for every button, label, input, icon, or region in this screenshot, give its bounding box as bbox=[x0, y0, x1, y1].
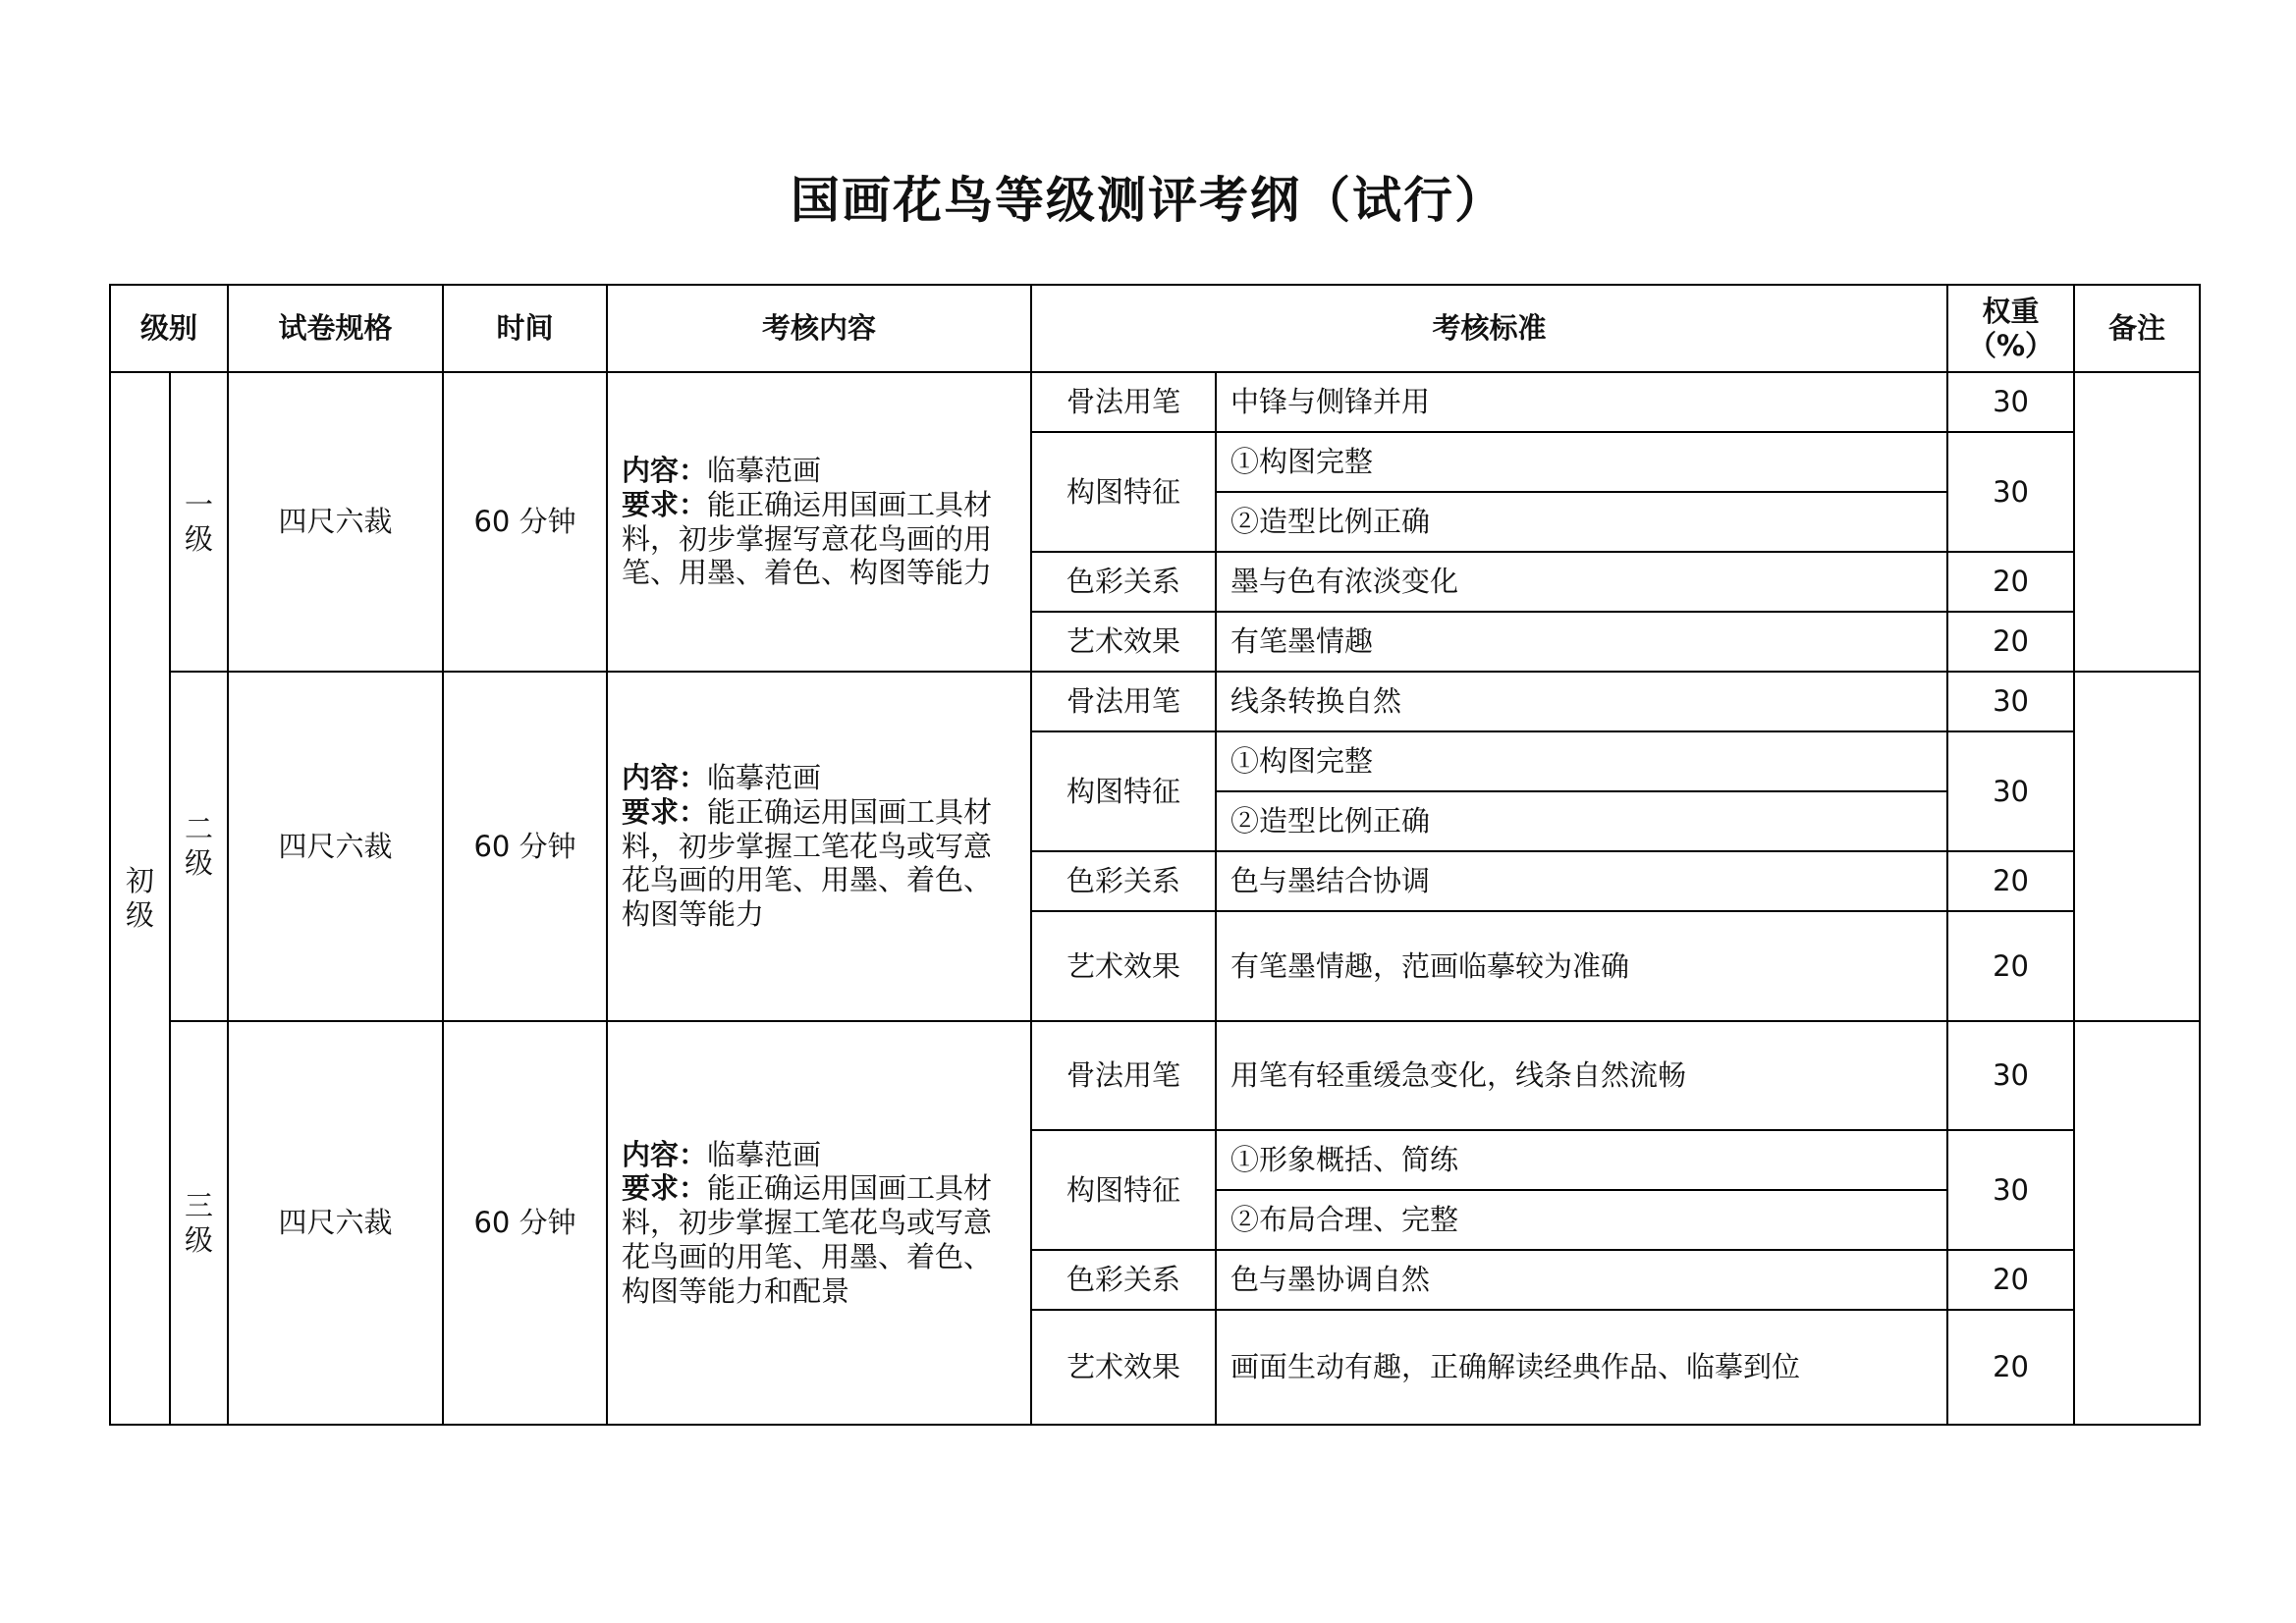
header-paper: 试卷规格 bbox=[228, 285, 443, 372]
content-label: 内容： bbox=[622, 761, 708, 794]
header-weight-line2: （%） bbox=[1968, 328, 2054, 362]
standard-text: ①构图完整 bbox=[1216, 432, 1947, 492]
level-3-time: 60 分钟 bbox=[443, 1021, 607, 1425]
criterion-color: 色彩关系 bbox=[1031, 1250, 1216, 1310]
requirement-text: 能正确运用国画工具材料，初步掌握工笔花鸟或写意花鸟画的用笔、用墨、着色、构图等能力 bbox=[622, 794, 993, 932]
standard-text: 有笔墨情趣 bbox=[1216, 612, 1947, 672]
weight-value: 20 bbox=[1947, 1250, 2074, 1310]
weight-value: 20 bbox=[1947, 612, 2074, 672]
standard-text: 中锋与侧锋并用 bbox=[1216, 372, 1947, 432]
criterion-brushwork: 骨法用笔 bbox=[1031, 372, 1216, 432]
header-level: 级别 bbox=[110, 285, 228, 372]
remarks-cell bbox=[2074, 1021, 2200, 1425]
requirement-text: 能正确运用国画工具材料，初步掌握写意花鸟画的用笔、用墨、着色、构图等能力 bbox=[622, 487, 993, 590]
weight-value: 20 bbox=[1947, 911, 2074, 1021]
level-1-time: 60 分钟 bbox=[443, 372, 607, 672]
level-2-time: 60 分钟 bbox=[443, 672, 607, 1021]
header-standard: 考核标准 bbox=[1031, 285, 1947, 372]
level-3-cell bbox=[170, 1021, 228, 1425]
criterion-composition: 构图特征 bbox=[1031, 1130, 1216, 1250]
header-weight bbox=[1947, 285, 2074, 372]
page-title: 国画花鸟等级测评考纲（试行） bbox=[791, 171, 1505, 229]
content-text: 临摹范画 bbox=[707, 761, 822, 794]
level-1-char2: 级 bbox=[185, 521, 214, 556]
weight-value: 20 bbox=[1947, 851, 2074, 911]
standard-text: 画面生动有趣，正确解读经典作品、临摹到位 bbox=[1216, 1310, 1947, 1425]
standard-text: ②造型比例正确 bbox=[1216, 791, 1947, 851]
standard-text: 色与墨结合协调 bbox=[1216, 851, 1947, 911]
standard-text: 用笔有轻重缓急变化，线条自然流畅 bbox=[1216, 1021, 1947, 1130]
weight-value: 30 bbox=[1947, 372, 2074, 432]
level-2-cell bbox=[170, 672, 228, 1021]
weight-value: 30 bbox=[1947, 672, 2074, 731]
weight-value: 30 bbox=[1947, 1130, 2074, 1250]
criterion-color: 色彩关系 bbox=[1031, 851, 1216, 911]
standard-text: ①构图完整 bbox=[1216, 731, 1947, 791]
table-row bbox=[110, 372, 2200, 432]
level-3-char1: 三 bbox=[185, 1188, 214, 1222]
remarks-cell bbox=[2074, 372, 2200, 672]
table-row bbox=[110, 672, 2200, 731]
criterion-effect: 艺术效果 bbox=[1031, 911, 1216, 1021]
remarks-cell bbox=[2074, 672, 2200, 1021]
level-3-paper: 四尺六裁 bbox=[228, 1021, 443, 1425]
header-row bbox=[110, 285, 2200, 372]
content-label: 内容： bbox=[622, 1137, 708, 1171]
header-weight-line1: 权重 bbox=[1982, 294, 2040, 328]
standard-text: 线条转换自然 bbox=[1216, 672, 1947, 731]
level-3-char2: 级 bbox=[185, 1222, 214, 1257]
requirement-text: 能正确运用国画工具材料，初步掌握工笔花鸟或写意花鸟画的用笔、用墨、着色、构图等能力和配景 bbox=[622, 1171, 993, 1308]
stage-cell bbox=[110, 372, 170, 1425]
standard-text: ②造型比例正确 bbox=[1216, 492, 1947, 552]
criterion-brushwork: 骨法用笔 bbox=[1031, 672, 1216, 731]
standard-text: ②布局合理、完整 bbox=[1216, 1190, 1947, 1250]
header-remarks: 备注 bbox=[2074, 285, 2200, 372]
criterion-composition: 构图特征 bbox=[1031, 731, 1216, 851]
level-1-content bbox=[607, 372, 1031, 672]
level-1-cell bbox=[170, 372, 228, 672]
stage-char2: 级 bbox=[125, 898, 154, 932]
standard-text: ①形象概括、简练 bbox=[1216, 1130, 1947, 1190]
weight-value: 20 bbox=[1947, 552, 2074, 612]
criterion-composition: 构图特征 bbox=[1031, 432, 1216, 552]
criterion-color: 色彩关系 bbox=[1031, 552, 1216, 612]
standard-text: 墨与色有浓淡变化 bbox=[1216, 552, 1947, 612]
standard-text: 有笔墨情趣，范画临摹较为准确 bbox=[1216, 911, 1947, 1021]
table-row bbox=[110, 1021, 2200, 1130]
requirement-label: 要求： bbox=[622, 794, 708, 829]
stage-char1: 初 bbox=[125, 864, 154, 898]
requirement-label: 要求： bbox=[622, 487, 708, 521]
weight-value: 30 bbox=[1947, 731, 2074, 851]
standard-text: 色与墨协调自然 bbox=[1216, 1250, 1947, 1310]
level-2-char2: 级 bbox=[185, 846, 214, 880]
level-1-paper: 四尺六裁 bbox=[228, 372, 443, 672]
weight-value: 20 bbox=[1947, 1310, 2074, 1425]
header-time: 时间 bbox=[443, 285, 607, 372]
weight-value: 30 bbox=[1947, 432, 2074, 552]
level-1-char1: 一 bbox=[185, 487, 214, 521]
criterion-effect: 艺术效果 bbox=[1031, 1310, 1216, 1425]
level-2-content bbox=[607, 672, 1031, 1021]
criterion-effect: 艺术效果 bbox=[1031, 612, 1216, 672]
weight-value: 30 bbox=[1947, 1021, 2074, 1130]
syllabus-table bbox=[109, 284, 2201, 1426]
criterion-brushwork: 骨法用笔 bbox=[1031, 1021, 1216, 1130]
level-3-content bbox=[607, 1021, 1031, 1425]
level-2-char1: 二 bbox=[185, 812, 214, 846]
level-2-paper: 四尺六裁 bbox=[228, 672, 443, 1021]
requirement-label: 要求： bbox=[622, 1171, 708, 1206]
content-text: 临摹范画 bbox=[707, 453, 822, 487]
content-label: 内容： bbox=[622, 453, 708, 487]
header-content: 考核内容 bbox=[607, 285, 1031, 372]
content-text: 临摹范画 bbox=[707, 1137, 822, 1171]
